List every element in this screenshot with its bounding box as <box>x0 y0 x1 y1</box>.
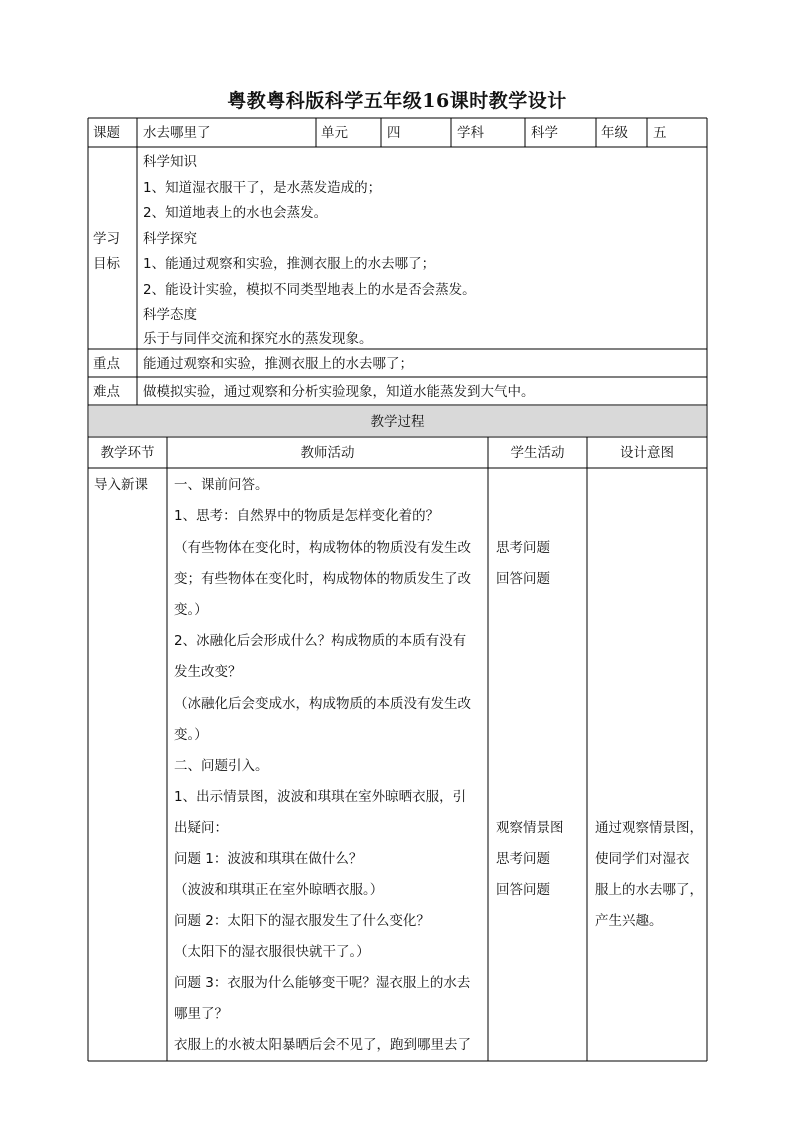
stage-label: 导入新课 <box>94 477 148 493</box>
intent-line: 服上的水去哪了， <box>595 882 703 898</box>
column-header-stage: 教学环节 <box>100 445 155 461</box>
teacher-line: 1、出示情景图，波波和琪琪在室外晾晒衣服，引 <box>174 789 467 805</box>
subject-value: 科学 <box>531 125 558 141</box>
unit-label: 单元 <box>321 125 348 141</box>
objectives-label-line1: 学习 <box>93 231 120 247</box>
intent-line: 使同学们对湿衣 <box>595 851 690 867</box>
teacher-line: 变；有些物体在变化时，构成物体的物质发生了改 <box>174 571 471 587</box>
teacher-line: 二、问题引入。 <box>174 758 269 774</box>
process-banner: 教学过程 <box>370 414 425 430</box>
teacher-line: （太阳下的湿衣服很快就干了。） <box>174 944 370 960</box>
teacher-line: 出疑问： <box>174 820 228 836</box>
teacher-line: 衣服上的水被太阳暴晒后会不见了，跑到哪里去了 <box>174 1037 471 1053</box>
objectives-label-line2: 目标 <box>93 256 120 272</box>
column-header-intent: 设计意图 <box>620 445 674 461</box>
grade-value: 五 <box>653 125 667 141</box>
difficulty-text: 做模拟实验，通过观察和分析实验现象，知道水能蒸发到大气中。 <box>143 384 535 400</box>
teacher-line: 变。） <box>174 602 208 618</box>
teacher-line: 1、思考：自然界中的物质是怎样变化着的？ <box>174 508 440 524</box>
objective-line: 1、能通过观察和实验，推测衣服上的水去哪了； <box>143 256 436 272</box>
student-line: 思考问题 <box>496 540 550 556</box>
objective-line: 乐于与同伴交流和探究水的蒸发现象。 <box>143 331 373 347</box>
objective-line: 1、知道湿衣服干了，是水蒸发造成的； <box>143 180 382 196</box>
student-line: 回答问题 <box>496 571 550 587</box>
teacher-line: 问题 1：波波和琪琪在做什么？ <box>174 851 363 867</box>
teacher-line: 发生改变？ <box>174 664 242 680</box>
teacher-line: （冰融化后会变成水，构成物质的本质没有发生改 <box>174 696 471 712</box>
topic-value: 水去哪里了 <box>143 125 211 141</box>
difficulty-label: 难点 <box>93 384 120 400</box>
objective-line: 科学探究 <box>143 231 197 247</box>
teacher-line: 问题 2：太阳下的湿衣服发生了什么变化？ <box>174 913 430 929</box>
key-point-label: 重点 <box>93 356 120 372</box>
teacher-line: 变。） <box>174 727 208 743</box>
key-point-text: 能通过观察和实验，推测衣服上的水去哪了； <box>143 356 413 372</box>
objective-line: 2、知道地表上的水也会蒸发。 <box>143 205 328 221</box>
teacher-line: 问题 3：衣服为什么能够变干呢？湿衣服上的水去 <box>174 975 471 991</box>
student-line: 回答问题 <box>496 882 550 898</box>
unit-value: 四 <box>387 125 401 141</box>
student-line: 观察情景图 <box>496 820 564 836</box>
teacher-line: 一、课前问答。 <box>174 477 269 493</box>
column-header-student: 学生活动 <box>510 445 565 461</box>
grade-label: 年级 <box>601 125 628 141</box>
objective-line: 科学态度 <box>143 307 197 323</box>
intent-line: 产生兴趣。 <box>595 913 663 929</box>
intent-line: 通过观察情景图， <box>595 820 703 836</box>
teacher-line: （有些物体在变化时，构成物体的物质没有发生改 <box>174 540 471 556</box>
topic-label: 课题 <box>93 125 120 141</box>
column-header-teacher: 教师活动 <box>300 445 355 461</box>
subject-label: 学科 <box>457 125 484 141</box>
teacher-line: 哪里了？ <box>174 1006 228 1022</box>
teacher-line: 2、冰融化后会形成什么？构成物质的本质有没有 <box>174 633 467 649</box>
objective-line: 2、能设计实验，模拟不同类型地表上的水是否会蒸发。 <box>143 282 476 298</box>
student-line: 思考问题 <box>496 851 550 867</box>
objective-line: 科学知识 <box>143 154 197 170</box>
document-title: 粤教粤科版科学五年级16课时教学设计 <box>227 90 567 112</box>
teacher-line: （波波和琪琪正在室外晾晒衣服。） <box>174 882 384 898</box>
